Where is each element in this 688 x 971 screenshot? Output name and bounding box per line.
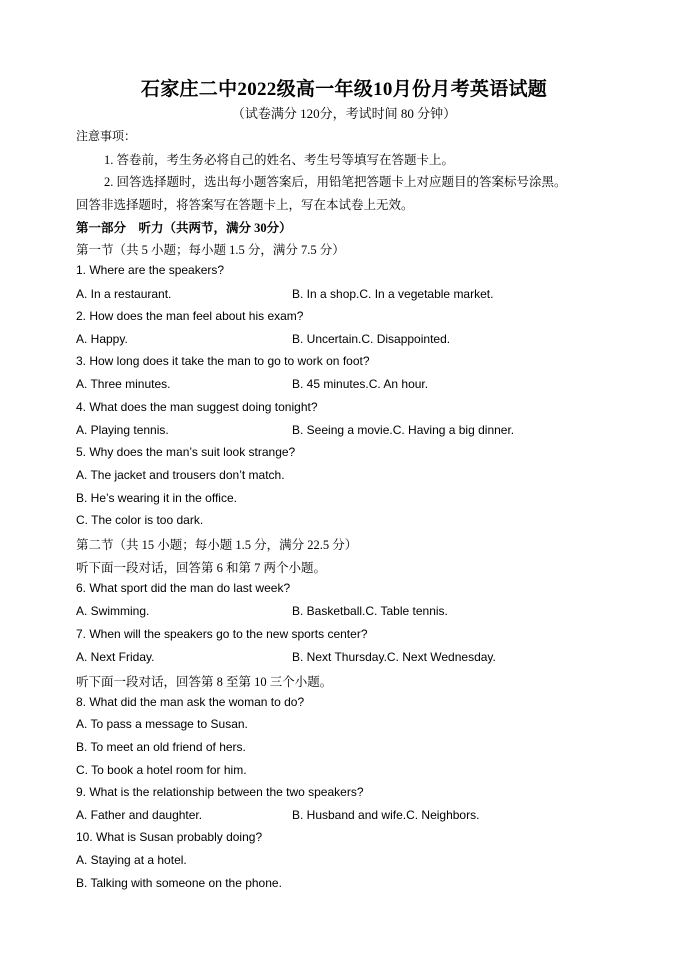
q3-option-a: A. Three minutes. — [76, 377, 171, 391]
q5-option-c: C. The color is too dark. — [76, 513, 204, 527]
question-2: 2. How does the man feel about his exam? — [76, 309, 304, 323]
question-5: 5. Why does the man’s suit look strange? — [76, 445, 296, 459]
question-9: 9. What is the relationship between the two speakers? — [76, 785, 364, 799]
q10-option-b: B. Talking with someone on the phone. — [76, 876, 282, 890]
question-10: 10. What is Susan probably doing? — [76, 830, 263, 844]
q6-option-a: A. Swimming. — [76, 604, 150, 618]
part1-heading: 第一部分 听力（共两节，满分 30分） — [76, 221, 292, 235]
page-subtitle: （试卷满分 120分，考试时间 80 分钟） — [231, 106, 457, 121]
question-7: 7. When will the speakers go to the new sports center? — [76, 627, 368, 641]
q2-option-a: A. Happy. — [76, 332, 128, 346]
q9-option-bc: B. Husband and wife.C. Neighbors. — [292, 808, 480, 822]
q7-option-a: A. Next Friday. — [76, 650, 155, 664]
q8-option-b: B. To meet an old friend of hers. — [76, 740, 246, 754]
q1-option-bc: B. In a shop.C. In a vegetable market. — [292, 287, 494, 301]
notes-heading: 注意事项： — [76, 129, 137, 143]
question-3: 3. How long does it take the man to go to work on foot? — [76, 354, 370, 368]
note-item-1: 1. 答卷前，考生务必将自己的姓名、考生号等填写在答题卡上。 — [104, 153, 455, 167]
instruction-6-7: 听下面一段对话，回答第 6 和第 7 两个小题。 — [76, 561, 327, 575]
question-6: 6. What sport did the man do last week? — [76, 581, 291, 595]
q4-option-bc: B. Seeing a movie.C. Having a big dinner. — [292, 423, 515, 437]
q5-option-a: A. The jacket and trousers don’t match. — [76, 468, 285, 482]
question-4: 4. What does the man suggest doing tonight? — [76, 400, 318, 414]
question-1: 1. Where are the speakers? — [76, 263, 225, 277]
q9-option-a: A. Father and daughter. — [76, 808, 203, 822]
q1-option-a: A. In a restaurant. — [76, 287, 172, 301]
q10-option-a: A. Staying at a hotel. — [76, 853, 187, 867]
q6-option-bc: B. Basketball.C. Table tennis. — [292, 604, 448, 618]
section1-heading: 第一节（共 5 小题；每小题 1.5 分，满分 7.5 分） — [76, 243, 345, 257]
section2-heading: 第二节（共 15 小题；每小题 1.5 分，满分 22.5 分） — [76, 538, 358, 552]
q8-option-a: A. To pass a message to Susan. — [76, 717, 248, 731]
q8-option-c: C. To book a hotel room for him. — [76, 763, 247, 777]
instruction-8-10: 听下面一段对话，回答第 8 至第 10 三个小题。 — [76, 675, 333, 689]
question-8: 8. What did the man ask the woman to do? — [76, 695, 305, 709]
note-item-2-cont: 回答非选择题时，将答案写在答题卡上，写在本试卷上无效。 — [76, 198, 414, 212]
note-item-2: 2. 回答选择题时，选出每小题答案后，用铅笔把答题卡上对应题目的答案标号涂黑。 — [104, 175, 567, 189]
q3-option-bc: B. 45 minutes.C. An hour. — [292, 377, 429, 391]
q5-option-b: B. He’s wearing it in the office. — [76, 491, 237, 505]
q7-option-bc: B. Next Thursday.C. Next Wednesday. — [292, 650, 496, 664]
q4-option-a: A. Playing tennis. — [76, 423, 169, 437]
page-title: 石家庄二中2022级高一年级10月份月考英语试题 — [140, 79, 548, 100]
q2-option-bc: B. Uncertain.C. Disappointed. — [292, 332, 451, 346]
